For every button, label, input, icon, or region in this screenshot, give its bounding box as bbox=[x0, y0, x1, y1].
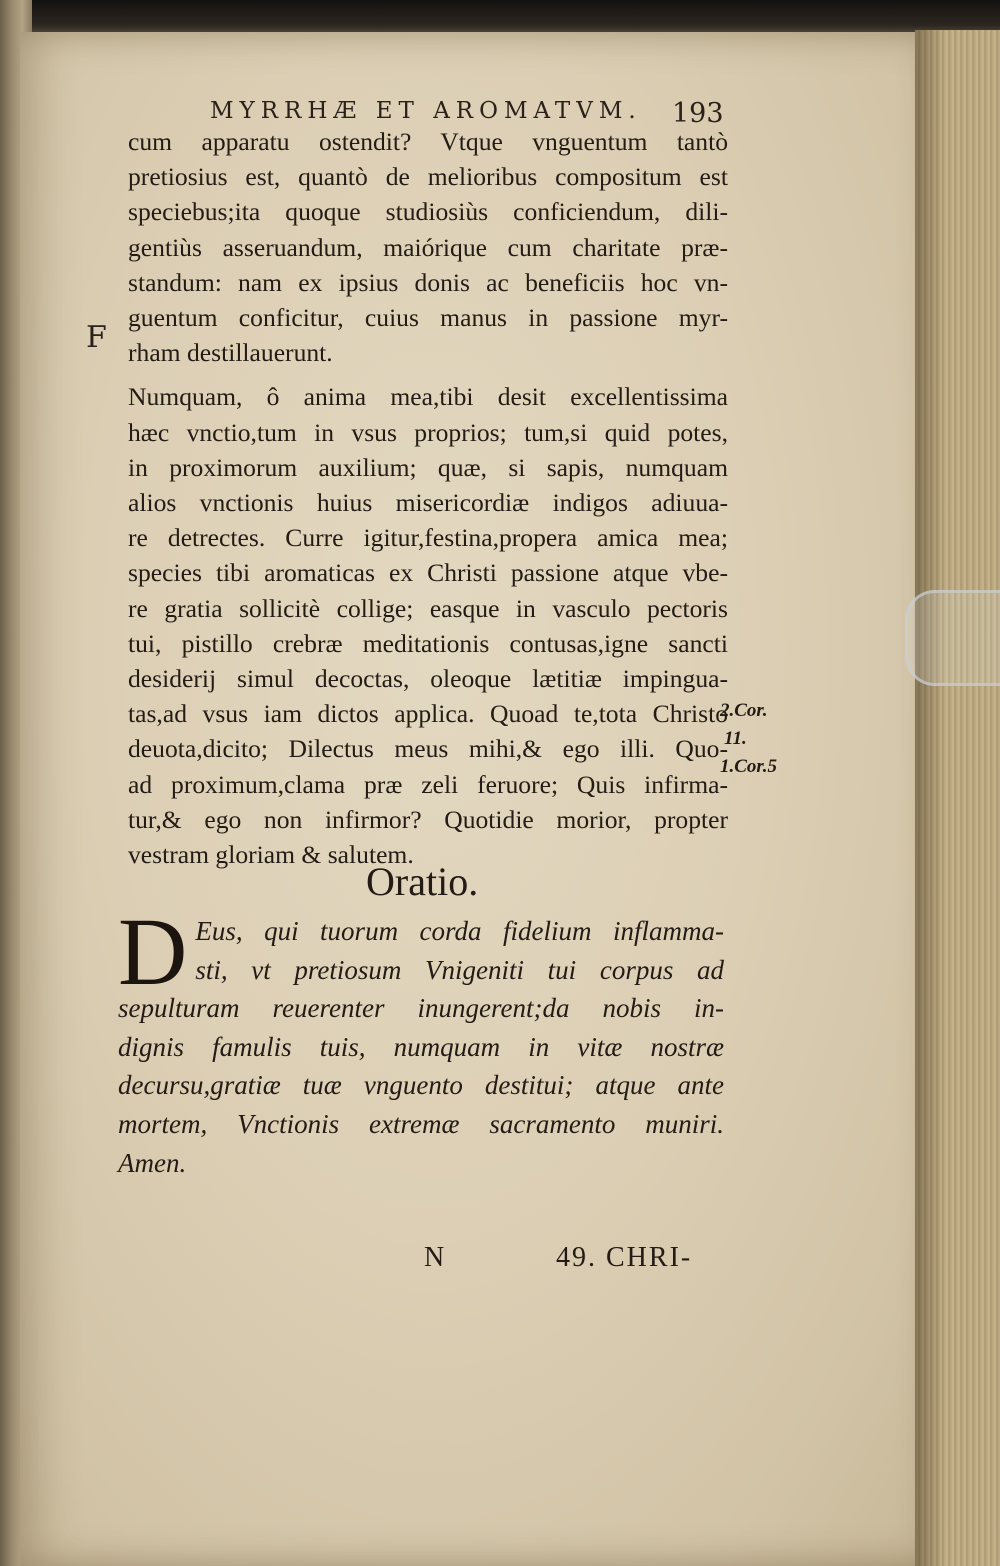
body-line: guentum conficitur, cuius manus in passione myr- bbox=[128, 303, 728, 333]
body-line: rham destillauerunt. bbox=[128, 338, 333, 368]
body-line: re gratia sollicitè collige; easque in vasculo pectoris bbox=[128, 593, 728, 623]
body-line: cum apparatu ostendit? Vtque vnguentum tantò bbox=[128, 127, 728, 156]
page-number: 193 bbox=[672, 98, 724, 129]
top-shadow bbox=[0, 0, 1000, 36]
page-clip bbox=[905, 590, 1000, 686]
signature-mark: N bbox=[424, 1242, 445, 1273]
body-line: vestram gloriam & salutem. bbox=[128, 840, 414, 870]
margin-mark: F bbox=[86, 320, 107, 355]
body-line: in proximorum auxilium; quæ, si sapis, numquam bbox=[128, 452, 728, 482]
prayer-text bbox=[118, 898, 724, 1182]
prayer-line: Amen. bbox=[118, 1147, 187, 1178]
catchword: 49. CHRI- bbox=[556, 1242, 693, 1273]
body-line: gentiùs asseruandum, maiórique cum charitate præ- bbox=[128, 232, 728, 262]
body-line: Numquam, ô anima mea,tibi desit excellentissima bbox=[128, 382, 728, 412]
body-line: tas,ad vsus iam dictos applica. Quoad te,tota Christo bbox=[128, 699, 728, 729]
body-line: desiderij simul decoctas, oleoque lætitiæ impingua- bbox=[128, 664, 728, 694]
margin-note: 11. bbox=[724, 728, 747, 749]
prayer-line: decursu,gratiæ tuæ vnguento destitui; atque ante bbox=[118, 1070, 724, 1101]
body-line: pretiosius est, quantò de melioribus compositum est bbox=[128, 162, 728, 192]
body-line: re detrectes. Curre igitur,festina,propera amica mea; bbox=[128, 523, 728, 553]
prayer-line: Eus, qui tuorum corda fidelium inflamma- bbox=[195, 916, 724, 946]
body-line: alios vnctionis huius misericordiæ indigos adiuua- bbox=[128, 488, 728, 518]
body-line: deuota,dicito; Dilectus meus mihi,& ego illi. Quo- bbox=[128, 734, 728, 764]
prayer-line: sti, vt pretiosum Vnigeniti tui corpus ad bbox=[195, 954, 724, 985]
body-line: standum: nam ex ipsius donis ac beneficiis hoc vn- bbox=[128, 267, 728, 297]
margin-note: 1.Cor.5 bbox=[720, 756, 778, 777]
body-line: tur,& ego non infirmor? Quotidie morior, propter bbox=[128, 804, 728, 834]
drop-cap: D bbox=[118, 898, 188, 1005]
body-line: ad proximum,clama præ zeli feruore; Quis infirma- bbox=[128, 769, 728, 799]
prayer-line: sepulturam reuerenter inungerent;da nobis in- bbox=[118, 993, 724, 1024]
prayer-line: mortem, Vnctionis extremæ sacramento muniri. bbox=[118, 1108, 724, 1139]
body-text bbox=[128, 124, 728, 872]
body-line: tui, pistillo crebræ meditationis contusas,igne sancti bbox=[128, 628, 728, 658]
section-heading: Oratio. bbox=[366, 859, 479, 904]
margin-note: 2.Cor. bbox=[720, 700, 768, 721]
body-line: hæc vnctio,tum in vsus proprios; tum,si quid potes, bbox=[128, 417, 728, 447]
prayer-line: dignis famulis tuis, numquam in vitæ nostræ bbox=[118, 1031, 724, 1062]
running-head: MYRRHÆ ET AROMATVM. bbox=[210, 98, 642, 124]
body-line: species tibi aromaticas ex Christi passione atque vbe- bbox=[128, 558, 728, 588]
gutter-shadow bbox=[915, 30, 945, 1566]
body-line: speciebus;ita quoque studiosiùs conficiendum, dili- bbox=[128, 197, 728, 227]
